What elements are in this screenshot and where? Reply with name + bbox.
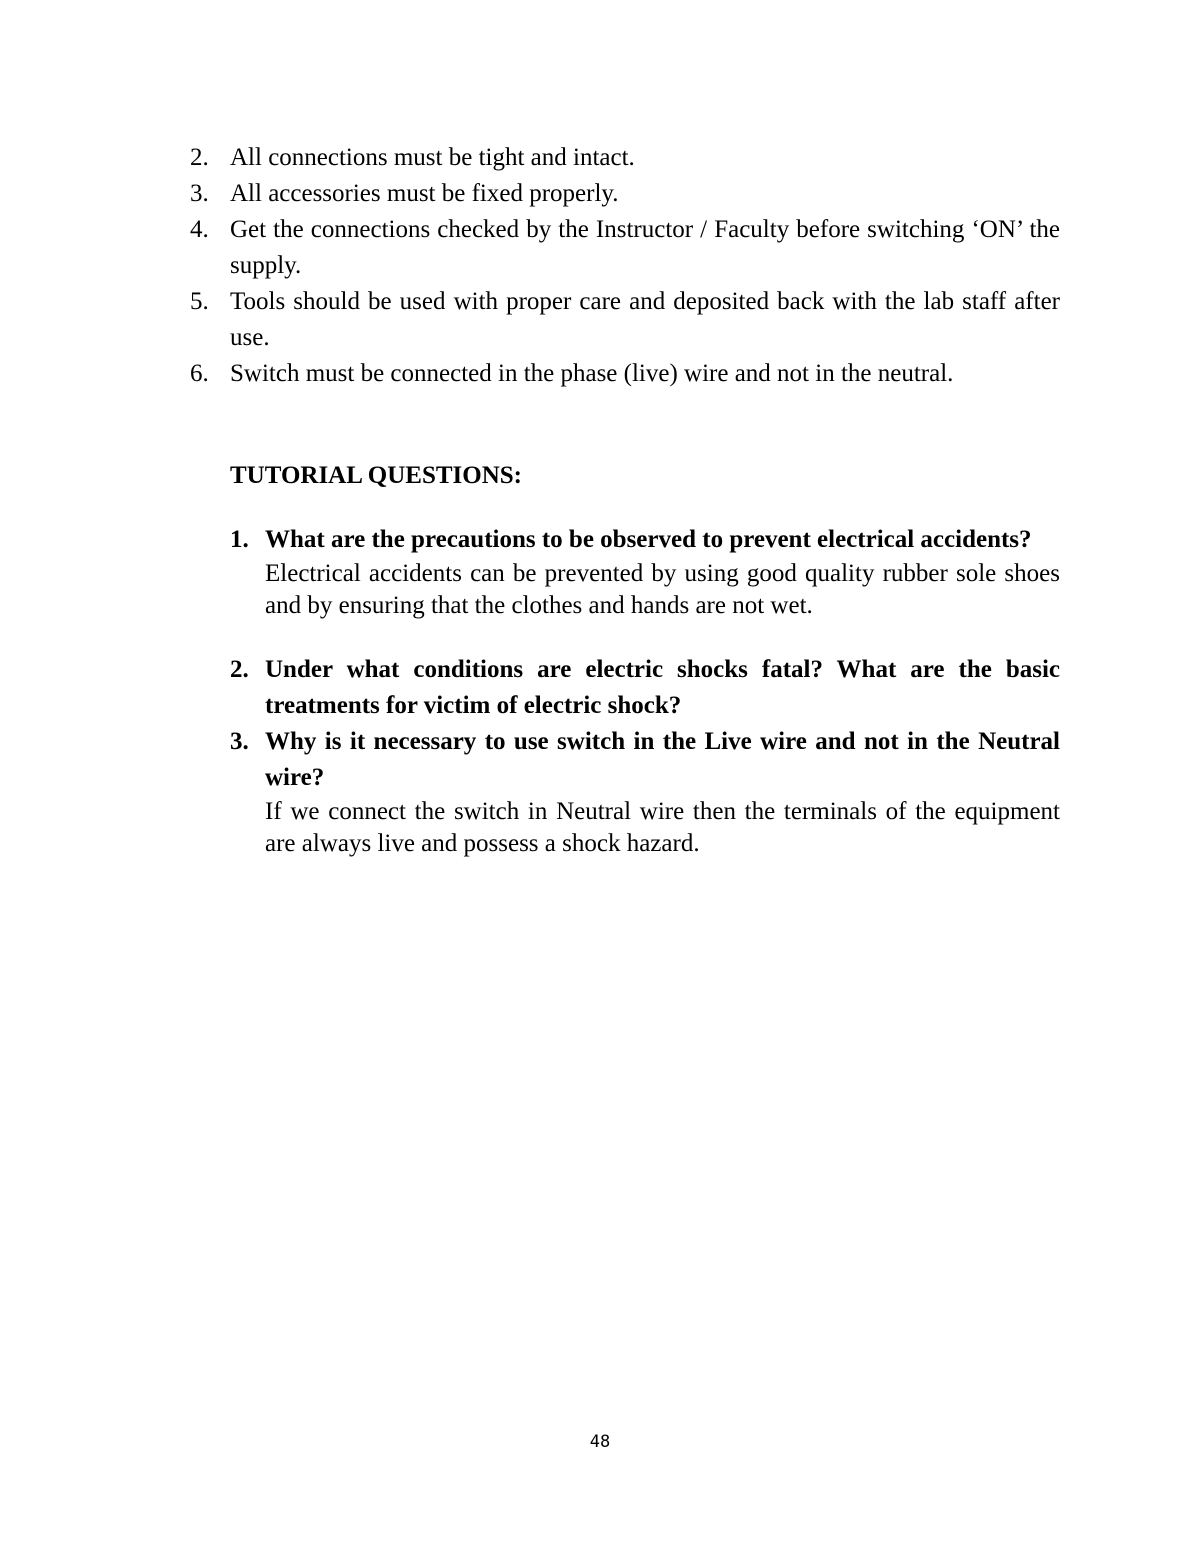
question-text: What are the precautions to be observed to prevent electrical accidents?: [265, 526, 1032, 553]
precautions-list: [190, 140, 1060, 392]
answer-text: Electrical accidents can be prevented by using good quality rubber sole shoes and by ensuring that the clothes and hands are not wet.: [265, 560, 1060, 619]
question-body: [265, 724, 1060, 860]
question-number: 3.: [230, 728, 249, 755]
question-body: [265, 522, 1060, 622]
list-item-text: Tools should be used with proper care and deposited back with the lab staff after use.: [230, 288, 1060, 351]
list-item: [190, 356, 1060, 392]
question-item: [230, 522, 1060, 622]
list-item-number: 3.: [190, 180, 209, 207]
question-text: Under what conditions are electric shocks fatal? What are the basic treatments for victim of electric shock?: [265, 656, 1060, 719]
list-item-text: All accessories must be fixed properly.: [230, 180, 619, 207]
list-item-number: 2.: [190, 144, 209, 171]
page-number: 48: [589, 1432, 611, 1452]
list-item-text: Get the connections checked by the Instructor / Faculty before switching ‘ON’ the supply.: [230, 216, 1060, 279]
question-number: 2.: [230, 656, 249, 683]
question-text: Why is it necessary to use switch in the Live wire and not in the Neutral wire?: [265, 728, 1060, 791]
list-item: [190, 140, 1060, 176]
list-item-text: Switch must be connected in the phase (live) wire and not in the neutral.: [230, 360, 954, 387]
tutorial-heading: TUTORIAL QUESTIONS:: [230, 462, 522, 489]
question-item: [230, 652, 1060, 724]
answer-text: If we connect the switch in Neutral wire then the terminals of the equipment are always live and possess a shock hazard.: [265, 798, 1060, 857]
tutorial-questions-list: [230, 522, 1060, 860]
list-item-text: All connections must be tight and intact.: [230, 144, 635, 171]
list-item: [190, 212, 1060, 284]
list-item: [190, 176, 1060, 212]
list-item-number: 5.: [190, 288, 209, 315]
question-body: [265, 652, 1060, 724]
list-item-number: 6.: [190, 360, 209, 387]
question-item: [230, 724, 1060, 860]
list-item: [190, 284, 1060, 356]
list-item-number: 4.: [190, 216, 209, 243]
question-number: 1.: [230, 526, 249, 553]
